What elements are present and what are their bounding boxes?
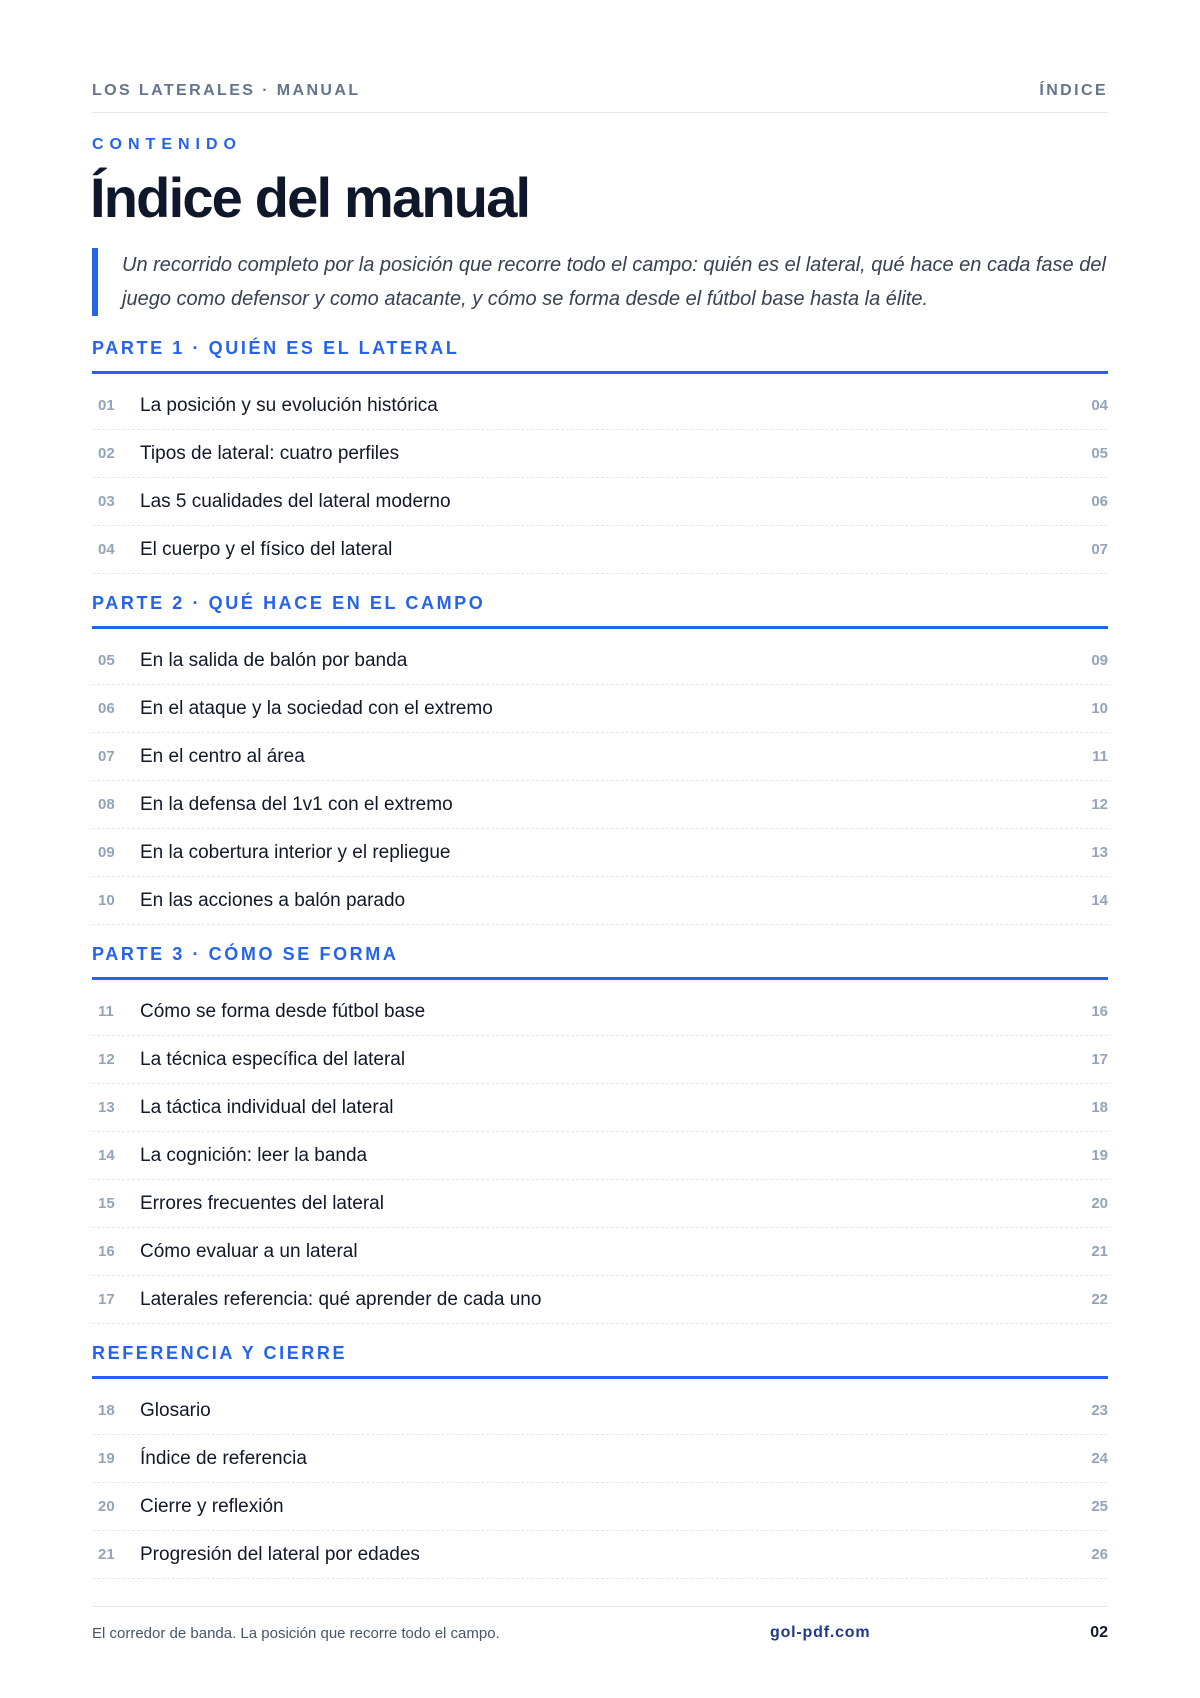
toc-entry[interactable] xyxy=(92,1531,1108,1579)
entry-number: 02 xyxy=(98,445,115,462)
toc-entry[interactable] xyxy=(92,1180,1108,1228)
section-heading: PARTE 1 · QUIÉN ES EL LATERAL xyxy=(92,336,1108,374)
entry-page: 19 xyxy=(1091,1147,1108,1164)
entry-title: Errores frecuentes del lateral xyxy=(140,1192,384,1214)
entry-title: La táctica individual del lateral xyxy=(140,1096,394,1118)
entry-number: 20 xyxy=(98,1498,115,1515)
entry-title: Índice de referencia xyxy=(140,1447,307,1469)
entry-number: 14 xyxy=(98,1147,115,1164)
entry-number: 01 xyxy=(98,397,115,414)
entry-page: 23 xyxy=(1091,1402,1108,1419)
entry-number: 06 xyxy=(98,700,115,717)
toc-entry[interactable] xyxy=(92,1435,1108,1483)
entry-title: En la salida de balón por banda xyxy=(140,649,408,671)
eyebrow-label: CONTENIDO xyxy=(92,136,242,153)
entry-page: 10 xyxy=(1091,700,1108,717)
entry-number: 15 xyxy=(98,1195,115,1212)
entry-number: 03 xyxy=(98,493,115,510)
entry-number: 04 xyxy=(98,541,115,558)
toc-entry[interactable] xyxy=(92,526,1108,574)
toc-section-part-1 xyxy=(92,336,1108,574)
toc-entry[interactable] xyxy=(92,430,1108,478)
entry-title: La posición y su evolución histórica xyxy=(140,394,438,416)
toc-section-part-3 xyxy=(92,942,1108,1324)
toc-entry[interactable] xyxy=(92,685,1108,733)
footer-divider xyxy=(92,1606,1108,1607)
entry-number: 19 xyxy=(98,1450,115,1467)
entry-number: 09 xyxy=(98,844,115,861)
entry-number: 07 xyxy=(98,748,115,765)
toc-entry[interactable] xyxy=(92,478,1108,526)
entry-page: 26 xyxy=(1091,1546,1108,1563)
toc-entry[interactable] xyxy=(92,1132,1108,1180)
page xyxy=(92,0,1108,1698)
entry-number: 18 xyxy=(98,1402,115,1419)
header-divider xyxy=(92,112,1108,113)
toc-section-reference xyxy=(92,1341,1108,1579)
entry-number: 13 xyxy=(98,1099,115,1116)
entry-page: 14 xyxy=(1091,892,1108,909)
lead-quote: Un recorrido completo por la posición que recorre todo el campo: quién es el lateral, qué hace en cada fase del juego como defensor y como atacante, y cómo se forma desde el fútbol base hasta la élite. xyxy=(92,248,1108,316)
entry-page: 04 xyxy=(1091,397,1108,414)
entry-page: 24 xyxy=(1091,1450,1108,1467)
toc-entry[interactable] xyxy=(92,1276,1108,1324)
entry-page: 25 xyxy=(1091,1498,1108,1515)
footer-site-link[interactable]: gol-pdf.com xyxy=(770,1624,871,1641)
toc-entry[interactable] xyxy=(92,877,1108,925)
page-title: Índice del manual xyxy=(90,166,530,229)
entry-page: 07 xyxy=(1091,541,1108,558)
entry-title: En la defensa del 1v1 con el extremo xyxy=(140,793,453,815)
entry-title: Las 5 cualidades del lateral moderno xyxy=(140,490,451,512)
entry-page: 18 xyxy=(1091,1099,1108,1116)
toc-entry[interactable] xyxy=(92,829,1108,877)
entry-number: 21 xyxy=(98,1546,115,1563)
running-footer xyxy=(92,1624,1108,1642)
entry-title: En el ataque y la sociedad con el extremo xyxy=(140,697,493,719)
toc-entry[interactable] xyxy=(92,781,1108,829)
footer-tagline: El corredor de banda. La posición que recorre todo el campo. xyxy=(92,1624,500,1642)
entry-title: La técnica específica del lateral xyxy=(140,1048,406,1070)
toc-entry[interactable] xyxy=(92,988,1108,1036)
entry-title: Cómo se forma desde fútbol base xyxy=(140,1000,426,1022)
entry-page: 11 xyxy=(1092,748,1108,765)
entry-title: La cognición: leer la banda xyxy=(140,1144,368,1166)
entry-title: Tipos de lateral: cuatro perfiles xyxy=(140,442,400,464)
entry-page: 16 xyxy=(1091,1003,1108,1020)
entry-title: Progresión del lateral por edades xyxy=(140,1543,420,1565)
entry-number: 11 xyxy=(98,1003,114,1020)
header-section: ÍNDICE xyxy=(1039,82,1108,99)
running-header xyxy=(92,82,1108,100)
entry-page: 22 xyxy=(1091,1291,1108,1308)
entry-number: 17 xyxy=(98,1291,115,1308)
section-heading: PARTE 2 · QUÉ HACE EN EL CAMPO xyxy=(92,591,1108,629)
entry-page: 06 xyxy=(1091,493,1108,510)
entry-page: 05 xyxy=(1091,445,1108,462)
entry-title: En la cobertura interior y el repliegue xyxy=(140,841,451,863)
entry-page: 09 xyxy=(1091,652,1108,669)
toc-entry[interactable] xyxy=(92,1483,1108,1531)
entry-page: 17 xyxy=(1091,1051,1108,1068)
entry-title: Glosario xyxy=(140,1399,211,1421)
entry-number: 12 xyxy=(98,1051,115,1068)
toc-section-part-2 xyxy=(92,591,1108,925)
entry-title: El cuerpo y el físico del lateral xyxy=(140,538,393,560)
section-heading: PARTE 3 · CÓMO SE FORMA xyxy=(92,942,1108,980)
toc-entry[interactable] xyxy=(92,1084,1108,1132)
entry-page: 20 xyxy=(1091,1195,1108,1212)
entry-number: 05 xyxy=(98,652,115,669)
toc-entry[interactable] xyxy=(92,1387,1108,1435)
toc-entry[interactable] xyxy=(92,1228,1108,1276)
toc-entry[interactable] xyxy=(92,637,1108,685)
entry-number: 16 xyxy=(98,1243,115,1260)
entry-page: 21 xyxy=(1091,1243,1108,1260)
entry-title: En las acciones a balón parado xyxy=(140,889,406,911)
entry-number: 10 xyxy=(98,892,115,909)
entry-title: Laterales referencia: qué aprender de cada uno xyxy=(140,1288,542,1310)
entry-title: Cierre y reflexión xyxy=(140,1495,284,1517)
entry-title: Cómo evaluar a un lateral xyxy=(140,1240,358,1262)
section-heading: REFERENCIA Y CIERRE xyxy=(92,1341,1108,1379)
toc-entry[interactable] xyxy=(92,1036,1108,1084)
footer-page-number: 02 xyxy=(1090,1624,1108,1641)
entry-page: 13 xyxy=(1091,844,1108,861)
entry-title: En el centro al área xyxy=(140,745,305,767)
entry-page: 12 xyxy=(1091,796,1108,813)
toc-entry[interactable] xyxy=(92,733,1108,781)
toc-entry[interactable] xyxy=(92,382,1108,430)
header-title: LOS LATERALES · MANUAL xyxy=(92,82,361,99)
entry-number: 08 xyxy=(98,796,115,813)
